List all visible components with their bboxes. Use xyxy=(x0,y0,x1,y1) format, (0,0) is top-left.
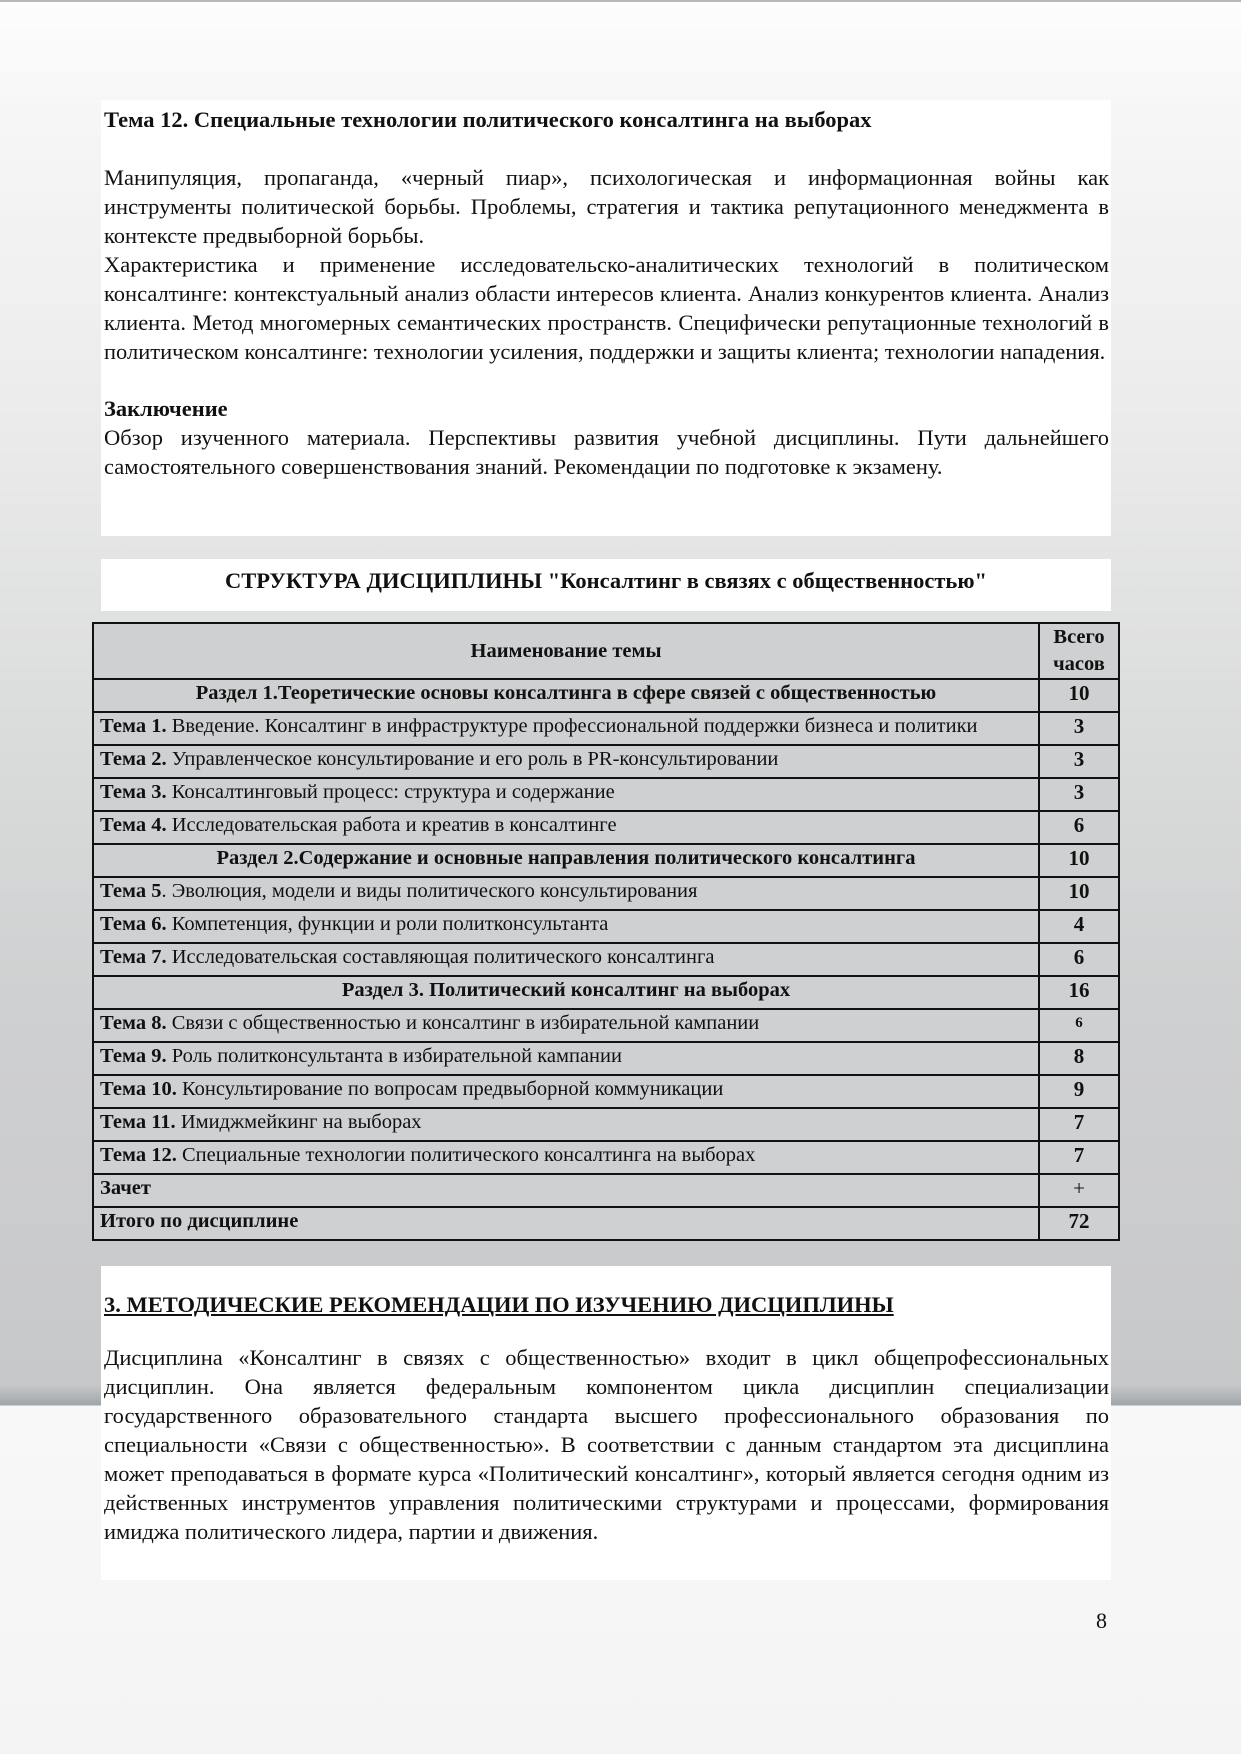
topic-name-cell xyxy=(93,910,1039,943)
topic-name-cell xyxy=(93,745,1039,778)
summary-label-cell: Зачет xyxy=(93,1174,1039,1207)
topic-name-cell xyxy=(93,1075,1039,1108)
topic-number: Тема 10. xyxy=(100,1078,177,1100)
topic-title: . Эволюция, модели и виды политического консультирования xyxy=(161,880,698,902)
hours-cell: 8 xyxy=(1039,1042,1119,1075)
conclusion-text: Обзор изученного материала. Перспективы развития учебной дисциплины. Пути дальнейшего самостоятельного совершенствования знаний. Рекомендации по подготовке к экзамену. xyxy=(104,425,1109,479)
topic-number: Тема 9. xyxy=(100,1045,167,1067)
table-row xyxy=(93,778,1119,811)
table-row xyxy=(93,1108,1119,1141)
hours-cell: 72 xyxy=(1039,1207,1119,1240)
table-row xyxy=(93,1141,1119,1174)
table-row xyxy=(93,943,1119,976)
table-row xyxy=(93,712,1119,745)
table-row xyxy=(93,877,1119,910)
hours-cell: 3 xyxy=(1039,745,1119,778)
topic-number: Тема 3. xyxy=(100,781,167,803)
section-title-cell: Раздел 1.Теоретические основы консалтинга в сфере связей с общественностью xyxy=(93,679,1039,712)
hours-cell: 10 xyxy=(1039,679,1119,712)
hours-cell: 7 xyxy=(1039,1108,1119,1141)
section-title-cell: Раздел 2.Содержание и основные направления политического консалтинга xyxy=(93,844,1039,877)
topic-number: Тема 6. xyxy=(100,913,167,935)
table-header-row xyxy=(93,623,1119,679)
table-section-row xyxy=(93,679,1119,712)
topic-number: Тема 11. xyxy=(100,1111,176,1133)
methodology-heading: 3. МЕТОДИЧЕСКИЕ РЕКОМЕНДАЦИИ ПО ИЗУЧЕНИЮ ДИСЦИПЛИНЫ xyxy=(104,1292,894,1317)
hours-cell: 10 xyxy=(1039,844,1119,877)
topic-title: Консультирование по вопросам предвыборной коммуникации xyxy=(176,1078,724,1100)
topic-number: Тема 4. xyxy=(100,814,167,836)
topic-name-cell xyxy=(93,1009,1039,1042)
summary-label-cell: Итого по дисциплине xyxy=(93,1207,1039,1240)
topic-title: Управленческое консультирование и его роль в PR-консультировании xyxy=(166,748,779,770)
spacer xyxy=(104,366,1109,394)
hours-cell: 4 xyxy=(1039,910,1119,943)
topic-name-cell xyxy=(93,712,1039,745)
hours-cell: 16 xyxy=(1039,976,1119,1009)
topic-title: Исследовательская работа и креатив в консалтинге xyxy=(166,814,617,836)
topic-name-cell xyxy=(93,811,1039,844)
structure-title: СТРУКТУРА ДИСЦИПЛИНЫ "Консалтинг в связях с общественностью" xyxy=(101,559,1111,611)
topic-number: Тема 1. xyxy=(100,715,167,737)
table-body xyxy=(93,679,1119,1240)
table-summary-row xyxy=(93,1174,1119,1207)
table-row xyxy=(93,811,1119,844)
topic-title: Имиджмейкинг на выборах xyxy=(175,1111,422,1133)
methodology-paragraph: Дисциплина «Консалтинг в связях с общественностью» входит в цикл общепрофессиональных дисциплин. Она является федеральным компонентом цикла дисциплин специализации государственного образовательного стандарта высшего профессионального образования по специальности «Связи с общественностью». В соответствии с данным стандартом эта дисциплина может преподаваться в формате курса «Политический консалтинг», который является сегодня одним из действенных инструментов управления политическими структурами и процессами, формирования имиджа политического лидера, партии и движения. xyxy=(104,1345,1109,1544)
topic-name-cell xyxy=(93,778,1039,811)
column-header-total-hours: Всего часов xyxy=(1039,623,1119,679)
topic-title: Консалтинговый процесс: структура и содержание xyxy=(166,781,615,803)
table-row xyxy=(93,1009,1119,1042)
topic-name-cell xyxy=(93,943,1039,976)
topic-name-cell xyxy=(93,1141,1039,1174)
page-number: 8 xyxy=(1096,1608,1107,1633)
topic-name-cell xyxy=(93,877,1039,910)
table-row xyxy=(93,745,1119,778)
hours-cell: + xyxy=(1039,1174,1119,1207)
hours-cell: 3 xyxy=(1039,778,1119,811)
table-row xyxy=(93,910,1119,943)
methodology-section xyxy=(101,1266,1111,1580)
topic-12-section xyxy=(101,100,1111,536)
topic-name-cell xyxy=(93,1042,1039,1075)
hours-cell: 3 xyxy=(1039,712,1119,745)
conclusion-heading: Заключение xyxy=(104,396,228,421)
section-title-cell: Раздел 3. Политический консалтинг на выборах xyxy=(93,976,1039,1009)
table-row xyxy=(93,1042,1119,1075)
topic-number: Тема 8. xyxy=(100,1012,167,1034)
hours-cell: 10 xyxy=(1039,877,1119,910)
table-summary-row xyxy=(93,1207,1119,1240)
table-row xyxy=(93,1075,1119,1108)
table-section-row xyxy=(93,976,1119,1009)
top-border-line xyxy=(0,0,1241,2)
topic-name-cell xyxy=(93,1108,1039,1141)
hours-cell: 6 xyxy=(1039,943,1119,976)
topic-title: Связи с общественностью и консалтинг в избирательной кампании xyxy=(166,1012,760,1034)
hours-cell: 6 xyxy=(1039,1009,1119,1042)
topic-12-heading: Тема 12. Специальные технологии политического консалтинга на выборах xyxy=(104,107,872,132)
topic-number: Тема 7. xyxy=(100,946,167,968)
topic-title: Введение. Консалтинг в инфраструктуре профессиональной поддержки бизнеса и политики xyxy=(166,715,978,737)
hours-cell: 7 xyxy=(1039,1141,1119,1174)
topic-title: Роль политконсультанта в избирательной кампании xyxy=(166,1045,622,1067)
column-header-topic-name: Наименование темы xyxy=(93,623,1039,679)
table-section-row xyxy=(93,844,1119,877)
topic-number: Тема 2. xyxy=(100,748,167,770)
topic-number: Тема 5 xyxy=(100,880,162,902)
hours-cell: 9 xyxy=(1039,1075,1119,1108)
topic-12-paragraph-2: Характеристика и применение исследовательско-аналитических технологий в политическом консалтинге: контекстуальный анализ области интересов клиента. Анализ конкурентов клиента. Анализ клиента. Метод многомерных семантических пространств. Специфически репутационные технологий в политическом консалтинге: технологии усиления, поддержки и защиты клиента; технологии нападения. xyxy=(104,252,1109,364)
topic-12-paragraph-1: Манипуляция, пропаганда, «черный пиар», психологическая и информационная войны как инструменты политической борьбы. Проблемы, стратегия и тактика репутационного менеджмента в контексте предвыборной борьбы. xyxy=(104,165,1109,248)
hours-cell: 6 xyxy=(1039,811,1119,844)
topic-number: Тема 12. xyxy=(100,1144,177,1166)
topic-title: Специальные технологии политического консалтинга на выборах xyxy=(176,1144,756,1166)
topic-title: Исследовательская составляющая политического консалтинга xyxy=(166,946,715,968)
discipline-structure-table xyxy=(92,622,1120,1241)
topic-title: Компетенция, функции и роли политконсультанта xyxy=(166,913,609,935)
